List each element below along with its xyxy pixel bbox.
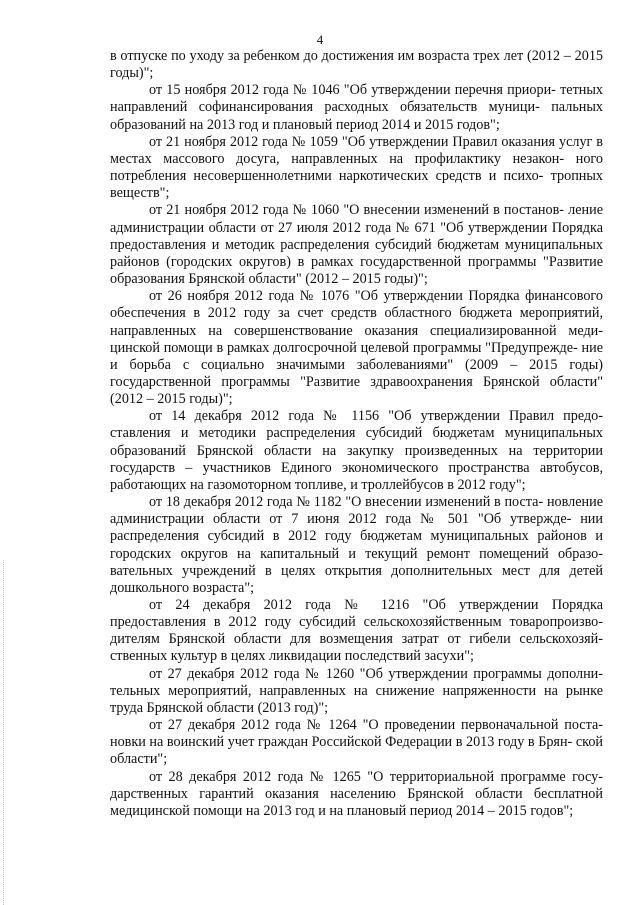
text-line: обеспечения в 2012 году за счет средств областного бюджета мероприятий, — [110, 305, 603, 322]
paragraph — [110, 408, 603, 494]
text-line: дителям Брянской области для возмещения затрат от гибели сельскохозяй- — [110, 631, 603, 648]
text-line: образований Брянской области на закупку произведенных на территории — [110, 442, 603, 459]
text-line: от 24 декабря 2012 года № 1216 "Об утверждении Порядка — [149, 597, 603, 613]
text-line: дарственных гарантий оказания населению Брянской области бесплатной — [110, 785, 603, 802]
paragraph — [110, 48, 603, 82]
text-line: ного потребления несовершеннолетними наркотических средств и психо- — [110, 150, 603, 185]
text-line: ление администрации области от 27 июля 2012 года № 671 "Об утверждении — [110, 202, 603, 236]
text-line: от 21 ноября 2012 года № 1059 "Об утверждении Правил оказания — [149, 133, 556, 150]
text-line: вательных учреждений в целях открытия дополнительных мест для детей — [110, 562, 603, 579]
text-line: ской области"; — [110, 734, 603, 768]
text-line: от 14 декабря 2012 года № 1156 "Об утверждении Правил предо- — [149, 408, 603, 425]
text-line: работающих на газомоторном топливе, и троллейбусов в 2012 году"; — [110, 476, 526, 493]
text-line: медицинской помощи на 2013 год и на плановый период 2014 – 2015 годов"; — [110, 802, 574, 819]
text-line: от 15 ноября 2012 года № 1046 "Об утверждении перечня приори- — [149, 82, 556, 99]
text-line: ние и борьба с социально значимыми заболеваниями" (2009 – 2015 годы) — [110, 339, 604, 373]
text-line: ственных культур в целях ликвидации последствий засухи"; — [110, 648, 474, 665]
paragraph — [110, 494, 603, 597]
paragraph — [110, 717, 603, 768]
text-line: предоставления в 2012 году субсидий сельскохозяйственным товаропроизво- — [110, 614, 603, 631]
text-line: от 26 ноября 2012 года № 1076 "Об утверждении Порядка финансового — [149, 288, 603, 305]
paragraph — [110, 288, 603, 408]
text-line: от 18 декабря 2012 года № 1182 "О внесении изменений в поста- — [149, 494, 544, 511]
text-line: новки на воинский учет граждан Российской Федерации в 2013 году в Брян- — [110, 734, 573, 751]
text-line: (2012 – 2015 годы)"; — [110, 391, 233, 408]
page-number: 4 — [316, 32, 324, 47]
text-line: от 28 декабря 2012 года № 1265 "О территориальной программе госу- — [149, 768, 603, 785]
paragraph — [110, 597, 603, 666]
text-line: в отпуске по уходу за ребенком до достижения им возраста трех лет (2012 – — [110, 48, 571, 64]
text-line: тельных мероприятий, направленных на снижение напряженности на рынке — [110, 682, 603, 699]
text-line: от 21 ноября 2012 года № 1060 "О внесении изменений в постанов- — [149, 202, 565, 219]
text-line: дошкольного возраста"; — [110, 579, 255, 596]
text-line: услуг в местах массового досуга, направленных на профилактику незакон- — [110, 133, 603, 167]
text-line: Порядка предоставления и методик распределения субсидий бюджетам — [110, 219, 603, 253]
paragraph — [110, 202, 603, 288]
text-line: пальных образований на 2013 год и плановый период 2014 и 2015 годов"; — [110, 99, 604, 133]
scan-edge-mark — [3, 560, 5, 905]
text-line: программы "Развитие образования Брянской области" (2012 – 2015 годы)"; — [110, 253, 603, 288]
paragraph — [110, 134, 603, 203]
text-line: цинской помощи в рамках долгосрочной целевой программы "Предупрежде- — [110, 339, 578, 356]
text-line: 2015 годы)"; — [110, 48, 603, 82]
text-line: от 27 декабря 2012 года № 1260 "Об утверждении программы дополни- — [149, 665, 603, 682]
text-line: муниципальных районов (городских округов) в рамках государственной — [110, 236, 604, 270]
text-line: тропных веществ"; — [110, 168, 604, 202]
text-line: труда Брянской области (2013 год)"; — [110, 699, 329, 716]
document-body — [110, 48, 603, 820]
text-line: тетных направлений софинансирования расходных обязательств муници- — [110, 82, 603, 116]
text-line: государств – участников Единого экономического пространства автобусов, — [110, 459, 603, 476]
text-line: новление администрации области от 7 июня 2012 года № 501 "Об утвержде- — [110, 494, 603, 528]
paragraph — [110, 82, 603, 133]
text-line: нии распределения субсидий в 2012 году бюджетам муниципальных районов — [110, 511, 603, 545]
paragraph — [110, 666, 603, 717]
paragraph — [110, 769, 603, 820]
text-line: ставления и методики распределения субсидий бюджетам муниципальных — [110, 425, 603, 442]
text-line: направленных на совершенствование оказания специализированной меди- — [110, 322, 603, 339]
text-line: и городских округов на капитальный и текущий ремонт помещений образо- — [110, 528, 604, 562]
text-line: государственной программы "Развитие здравоохранения Брянской области" — [110, 373, 603, 390]
text-line: от 27 декабря 2012 года № 1264 "О проведении первоначальной поста- — [149, 717, 603, 734]
